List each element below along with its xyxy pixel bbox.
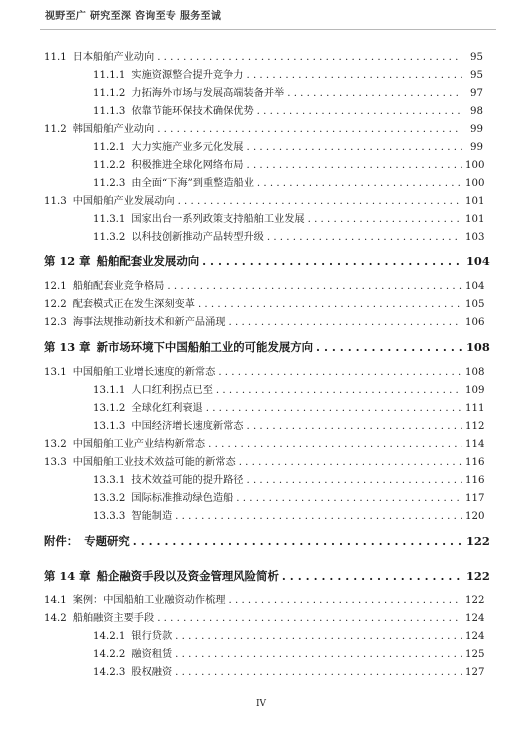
dot-leader xyxy=(246,69,462,83)
dot-leader xyxy=(175,630,462,644)
toc-entry[interactable] xyxy=(93,510,483,524)
dot-leader xyxy=(246,474,462,488)
toc-entry-page: 100 xyxy=(465,160,485,171)
toc-entry-number: 11.1.2 xyxy=(93,88,126,99)
toc-entry-page: 125 xyxy=(465,649,485,660)
toc-entry-page: 122 xyxy=(466,534,490,548)
toc-entry-page: 122 xyxy=(466,569,490,583)
toc-entry-page: 100 xyxy=(465,178,485,189)
page-number: IV xyxy=(255,699,267,709)
toc-entry-title: 股权融资 xyxy=(131,667,173,678)
toc-entry-page: 104 xyxy=(466,254,490,268)
toc-entry[interactable] xyxy=(93,177,483,191)
toc-entry-page: 116 xyxy=(465,457,485,468)
toc-entry[interactable] xyxy=(93,402,483,416)
toc-entry-number: 11.2.3 xyxy=(93,178,126,189)
toc-entry[interactable] xyxy=(44,123,483,137)
toc-entry[interactable] xyxy=(44,280,483,294)
toc-entry-number: 附件： xyxy=(44,534,79,548)
toc-entry-page: 124 xyxy=(465,631,485,642)
toc-entry[interactable] xyxy=(44,456,483,470)
toc-entry-title: 融资租赁 xyxy=(131,649,173,660)
toc-entry[interactable] xyxy=(93,87,483,101)
toc-entry-number: 13.2 xyxy=(44,439,67,450)
toc-entry-page: 101 xyxy=(465,214,485,225)
toc-entry-title: 船舶配套业竞争格局 xyxy=(72,281,165,292)
dot-leader xyxy=(133,534,463,548)
toc-entry-title: 银行贷款 xyxy=(131,631,173,642)
header-divider xyxy=(40,29,496,30)
toc-entry-title: 依靠节能环保技术确保优势 xyxy=(131,106,254,117)
toc-entry-page: 114 xyxy=(465,439,485,450)
toc-entry[interactable] xyxy=(44,298,483,312)
toc-entry-number: 第 14 章 xyxy=(44,569,91,583)
toc-entry-page: 108 xyxy=(466,340,490,354)
toc-entry-number: 13.1.3 xyxy=(93,421,126,432)
toc-entry[interactable] xyxy=(44,316,483,330)
toc-entry-number: 第 13 章 xyxy=(44,340,91,354)
toc-chapter-entry[interactable] xyxy=(44,534,490,548)
dot-leader xyxy=(257,177,462,191)
toc-entry[interactable] xyxy=(93,648,483,662)
toc-entry[interactable] xyxy=(44,594,483,608)
toc-entry-number: 14.2.1 xyxy=(93,631,126,642)
toc-entry[interactable] xyxy=(44,438,483,452)
toc-entry-number: 11.3.1 xyxy=(93,214,126,225)
dot-leader xyxy=(267,231,462,245)
dot-leader xyxy=(208,438,462,452)
toc-entry[interactable] xyxy=(93,213,483,227)
toc-entry[interactable] xyxy=(44,366,483,380)
toc-entry-number: 11.2.2 xyxy=(93,160,126,171)
toc-entry-page: 122 xyxy=(465,595,485,606)
toc-entry-title: 积极推进全球化网络布局 xyxy=(131,160,244,171)
toc-entry-title: 专题研究 xyxy=(84,534,130,548)
toc-entry[interactable] xyxy=(44,612,483,626)
toc-entry-page: 106 xyxy=(465,317,485,328)
toc-entry-title: 人口红利拐点已至 xyxy=(131,385,213,396)
toc-entry-number: 11.3 xyxy=(44,196,67,207)
toc-entry-title: 案例：中国船舶工业融资动作梳理 xyxy=(72,595,226,606)
toc-entry-title: 智能制造 xyxy=(131,511,173,522)
toc-entry-page: 99 xyxy=(470,124,483,135)
toc-entry-title: 实施资源整合提升竞争力 xyxy=(131,70,244,81)
dot-leader xyxy=(157,51,462,65)
dot-leader xyxy=(157,123,462,137)
toc-entry-number: 13.3.1 xyxy=(93,475,126,486)
toc-entry-title: 韩国船舶产业动向 xyxy=(72,124,155,135)
toc-entry[interactable] xyxy=(93,630,483,644)
toc-entry-number: 11.2 xyxy=(44,124,67,135)
dot-leader xyxy=(167,280,462,294)
dot-leader xyxy=(236,492,462,506)
toc-entry[interactable] xyxy=(93,492,483,506)
toc-entry-page: 116 xyxy=(465,475,485,486)
toc-entry-title: 中国经济增长速度新常态 xyxy=(131,421,244,432)
toc-entry-page: 101 xyxy=(465,196,485,207)
toc-entry[interactable] xyxy=(93,69,483,83)
dot-leader xyxy=(198,298,462,312)
toc-entry-page: 104 xyxy=(465,281,485,292)
toc-entry-number: 13.3.3 xyxy=(93,511,126,522)
toc-entry-title: 海事法规推动新技术和新产品涌现 xyxy=(72,317,226,328)
toc-entry-number: 11.1.1 xyxy=(93,70,126,81)
toc-entry[interactable] xyxy=(93,141,483,155)
toc-entry-title: 中国船舶工业技术效益可能的新常态 xyxy=(72,457,236,468)
toc-entry-page: 98 xyxy=(470,106,483,117)
dot-leader xyxy=(229,316,463,330)
toc-entry-number: 14.2.2 xyxy=(93,649,126,660)
toc-entry[interactable] xyxy=(93,474,483,488)
toc-entry-title: 日本船舶产业动向 xyxy=(72,52,155,63)
toc-entry-title: 新市场环境下中国船舶工业的可能发展方向 xyxy=(96,340,314,354)
dot-leader xyxy=(246,420,462,434)
dot-leader xyxy=(257,105,462,119)
dot-leader xyxy=(229,594,463,608)
toc-chapter-entry[interactable] xyxy=(44,569,490,583)
toc-entry-page: 105 xyxy=(465,299,485,310)
toc-entry-page: 99 xyxy=(470,142,483,153)
toc-entry-page: 112 xyxy=(465,421,485,432)
toc-entry[interactable] xyxy=(93,666,483,680)
toc-entry[interactable] xyxy=(93,105,483,119)
toc-entry[interactable] xyxy=(93,384,483,398)
toc-entry-title: 船舶配套业发展动向 xyxy=(96,254,200,268)
toc-entry-number: 14.2.3 xyxy=(93,667,126,678)
toc-entry-title: 中国船舶工业产业结构新常态 xyxy=(72,439,206,450)
toc-entry-page: 95 xyxy=(470,52,483,63)
toc-entry-title: 技术效益可能的提升路径 xyxy=(131,475,244,486)
toc-entry-page: 97 xyxy=(470,88,483,99)
toc-entry-title: 力拓海外市场与发展高端装备并举 xyxy=(131,88,285,99)
toc-entry-title: 以科技创新推动产品转型升级 xyxy=(131,232,264,243)
dot-leader xyxy=(157,612,462,626)
toc-entry-page: 111 xyxy=(465,403,485,414)
toc-entry-page: 95 xyxy=(470,70,483,81)
toc-entry-title: 配套模式正在发生深刻变革 xyxy=(72,299,195,310)
dot-leader xyxy=(202,254,463,268)
toc-entry-page: 117 xyxy=(465,493,485,504)
toc-entry-number: 12.3 xyxy=(44,317,67,328)
toc-entry-title: 大力实施产业多元化发展 xyxy=(131,142,244,153)
toc-entry-title: 国家出台一系列政策支持船舶工业发展 xyxy=(131,214,305,225)
dot-leader xyxy=(175,666,462,680)
dot-leader xyxy=(246,141,462,155)
toc-entry-title: 全球化红利衰退 xyxy=(131,403,203,414)
dot-leader xyxy=(316,340,463,354)
toc-entry-page: 103 xyxy=(465,232,485,243)
toc-entry-page: 124 xyxy=(465,613,485,624)
toc-entry-number: 13.1.2 xyxy=(93,403,126,414)
toc-entry-number: 13.3 xyxy=(44,457,67,468)
dot-leader xyxy=(216,384,462,398)
toc-entry-number: 14.1 xyxy=(44,595,67,606)
dot-leader xyxy=(206,402,462,416)
toc-entry-title: 中国船舶产业发展动向 xyxy=(72,196,175,207)
toc-chapter-entry[interactable] xyxy=(44,254,490,268)
toc-entry-number: 12.2 xyxy=(44,299,67,310)
toc-chapter-entry[interactable] xyxy=(44,340,490,354)
toc-entry[interactable] xyxy=(93,159,483,173)
dot-leader xyxy=(178,195,462,209)
toc-entry-number: 13.1.1 xyxy=(93,385,126,396)
toc-entry[interactable] xyxy=(93,231,483,245)
toc-entry-number: 11.2.1 xyxy=(93,142,126,153)
toc-entry-number: 13.1 xyxy=(44,367,67,378)
toc-entry[interactable] xyxy=(44,51,483,65)
dot-leader xyxy=(246,159,462,173)
toc-entry-title: 船舶融资主要手段 xyxy=(72,613,155,624)
toc-entry-title: 船企融资手段以及资金管理风险简析 xyxy=(96,569,279,583)
toc-entry-page: 109 xyxy=(465,385,485,396)
dot-leader xyxy=(282,569,463,583)
toc-entry[interactable] xyxy=(93,420,483,434)
toc-entry-page: 108 xyxy=(465,367,485,378)
dot-leader xyxy=(287,87,462,101)
toc-entry-page: 127 xyxy=(465,667,485,678)
dot-leader xyxy=(308,213,462,227)
toc-entry-number: 13.3.2 xyxy=(93,493,126,504)
toc-entry[interactable] xyxy=(44,195,483,209)
dot-leader xyxy=(175,510,462,524)
toc-entry-number: 11.1.3 xyxy=(93,106,126,117)
toc-entry-number: 11.3.2 xyxy=(93,232,126,243)
toc-entry-number: 12.1 xyxy=(44,281,67,292)
toc-entry-page: 120 xyxy=(465,511,485,522)
toc-entry-number: 14.2 xyxy=(44,613,67,624)
toc-entry-title: 国际标准推动绿色造船 xyxy=(131,493,234,504)
toc-entry-title: 中国船舶工业增长速度的新常态 xyxy=(72,367,216,378)
toc-entry-title: 由全面“下海”到重整造船业 xyxy=(131,178,254,189)
page-header: 视野至广 研究至深 咨询至专 服务至诚 xyxy=(45,11,222,22)
dot-leader xyxy=(218,366,462,380)
toc-entry-number: 第 12 章 xyxy=(44,254,91,268)
toc-entry-number: 11.1 xyxy=(44,52,67,63)
dot-leader xyxy=(175,648,462,662)
dot-leader xyxy=(239,456,462,470)
